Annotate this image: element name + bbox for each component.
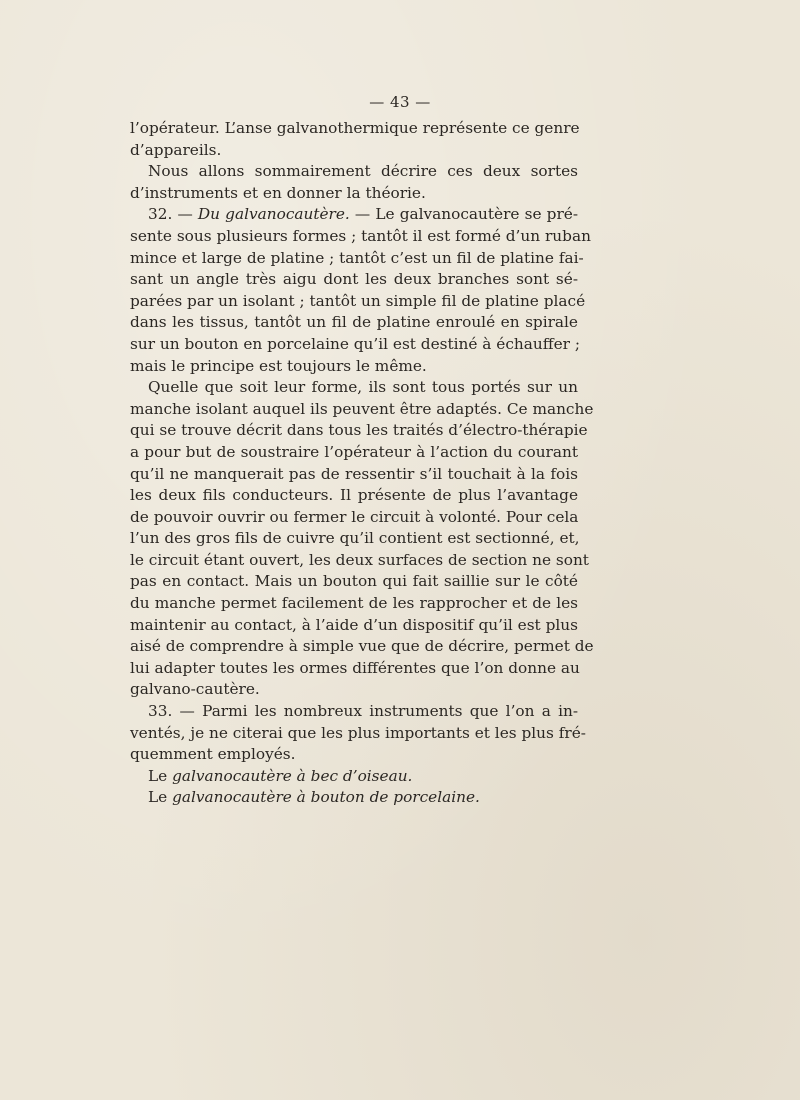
text-run: — Le galvanocautère se pré- xyxy=(349,205,578,224)
text-run: Le xyxy=(148,788,173,807)
text-line xyxy=(130,787,578,809)
text-line: galvano-cautère. xyxy=(130,680,260,699)
text-line: Quelle que soit leur forme, ils sont tous portés sur un xyxy=(148,378,578,397)
text-line: d’appareils. xyxy=(130,140,222,159)
text-line: le circuit étant ouvert, les deux surfaces de section ne sont xyxy=(130,550,589,569)
text-line: parées par un isolant ; tantôt un simple fil de platine placé xyxy=(130,291,586,310)
text-line: a pour but de soustraire l’opérateur à l’action du courant xyxy=(130,442,578,461)
text-line: Nous allons sommairement décrire ces deux sortes xyxy=(148,162,578,181)
page-number: — 43 — xyxy=(369,93,431,111)
text-line: mince et large de platine ; tantôt c’est un fil de platine fai- xyxy=(130,248,584,267)
text-line: l’opérateur. L’anse galvanothermique représente ce genre xyxy=(130,119,580,137)
text-line: dans les tissus, tantôt un fil de platine enroulé en spirale xyxy=(130,313,578,332)
text-line: lui adapter toutes les ormes différentes que l’on donne au xyxy=(130,658,580,677)
text-line: aisé de comprendre à simple vue que de décrire, permet de xyxy=(130,637,594,656)
text-line: d’instruments et en donner la théorie. xyxy=(130,183,426,202)
italic-text: galvanocautère à bouton de porcelaine. xyxy=(172,788,480,807)
text-line: sente sous plusieurs formes ; tantôt il est formé d’un ruban xyxy=(130,226,591,245)
text-line: pas en contact. Mais un bouton qui fait saillie sur le côté xyxy=(130,572,578,591)
text-line: mais le principe est toujours le même. xyxy=(130,356,427,375)
text-line: l’un des gros fils de cuivre qu’il contient est sectionné, et, xyxy=(130,529,580,548)
text-line: ventés, je ne citerai que les plus importants et les plus fré- xyxy=(130,723,586,742)
body-text xyxy=(130,118,594,809)
text-line: sant un angle très aigu dont les deux branches sont sé- xyxy=(130,270,578,289)
text-line: sur un bouton en porcelaine qu’il est destiné à échauffer ; xyxy=(130,334,580,353)
text-line: quemment employés. xyxy=(130,745,296,764)
text-line: de pouvoir ouvrir ou fermer le circuit à volonté. Pour cela xyxy=(130,507,579,526)
text-line: 33. — Parmi les nombreux instruments que l’on a in- xyxy=(148,702,578,721)
text-line xyxy=(130,204,578,226)
italic-text: Du galvanocautère. xyxy=(197,205,350,224)
text-line: les deux fils conducteurs. Il présente de plus l’avantage xyxy=(130,486,578,505)
text-run: 32. — xyxy=(148,205,198,224)
text-line: qu’il ne manquerait pas de ressentir s’il touchait à la fois xyxy=(130,464,578,483)
text-line: qui se trouve décrit dans tous les traités d’électro-thérapie xyxy=(130,421,588,440)
text-run: Le xyxy=(148,766,173,785)
text-line: manche isolant auquel ils peuvent être adaptés. Ce manche xyxy=(130,399,594,418)
text-line: du manche permet facilement de les rapprocher et de les xyxy=(130,594,578,613)
text-line xyxy=(130,766,578,788)
text-line: maintenir au contact, à l’aide d’un dispositif qu’il est plus xyxy=(130,615,578,634)
italic-text: galvanocautère à bec d’oiseau. xyxy=(172,766,413,785)
